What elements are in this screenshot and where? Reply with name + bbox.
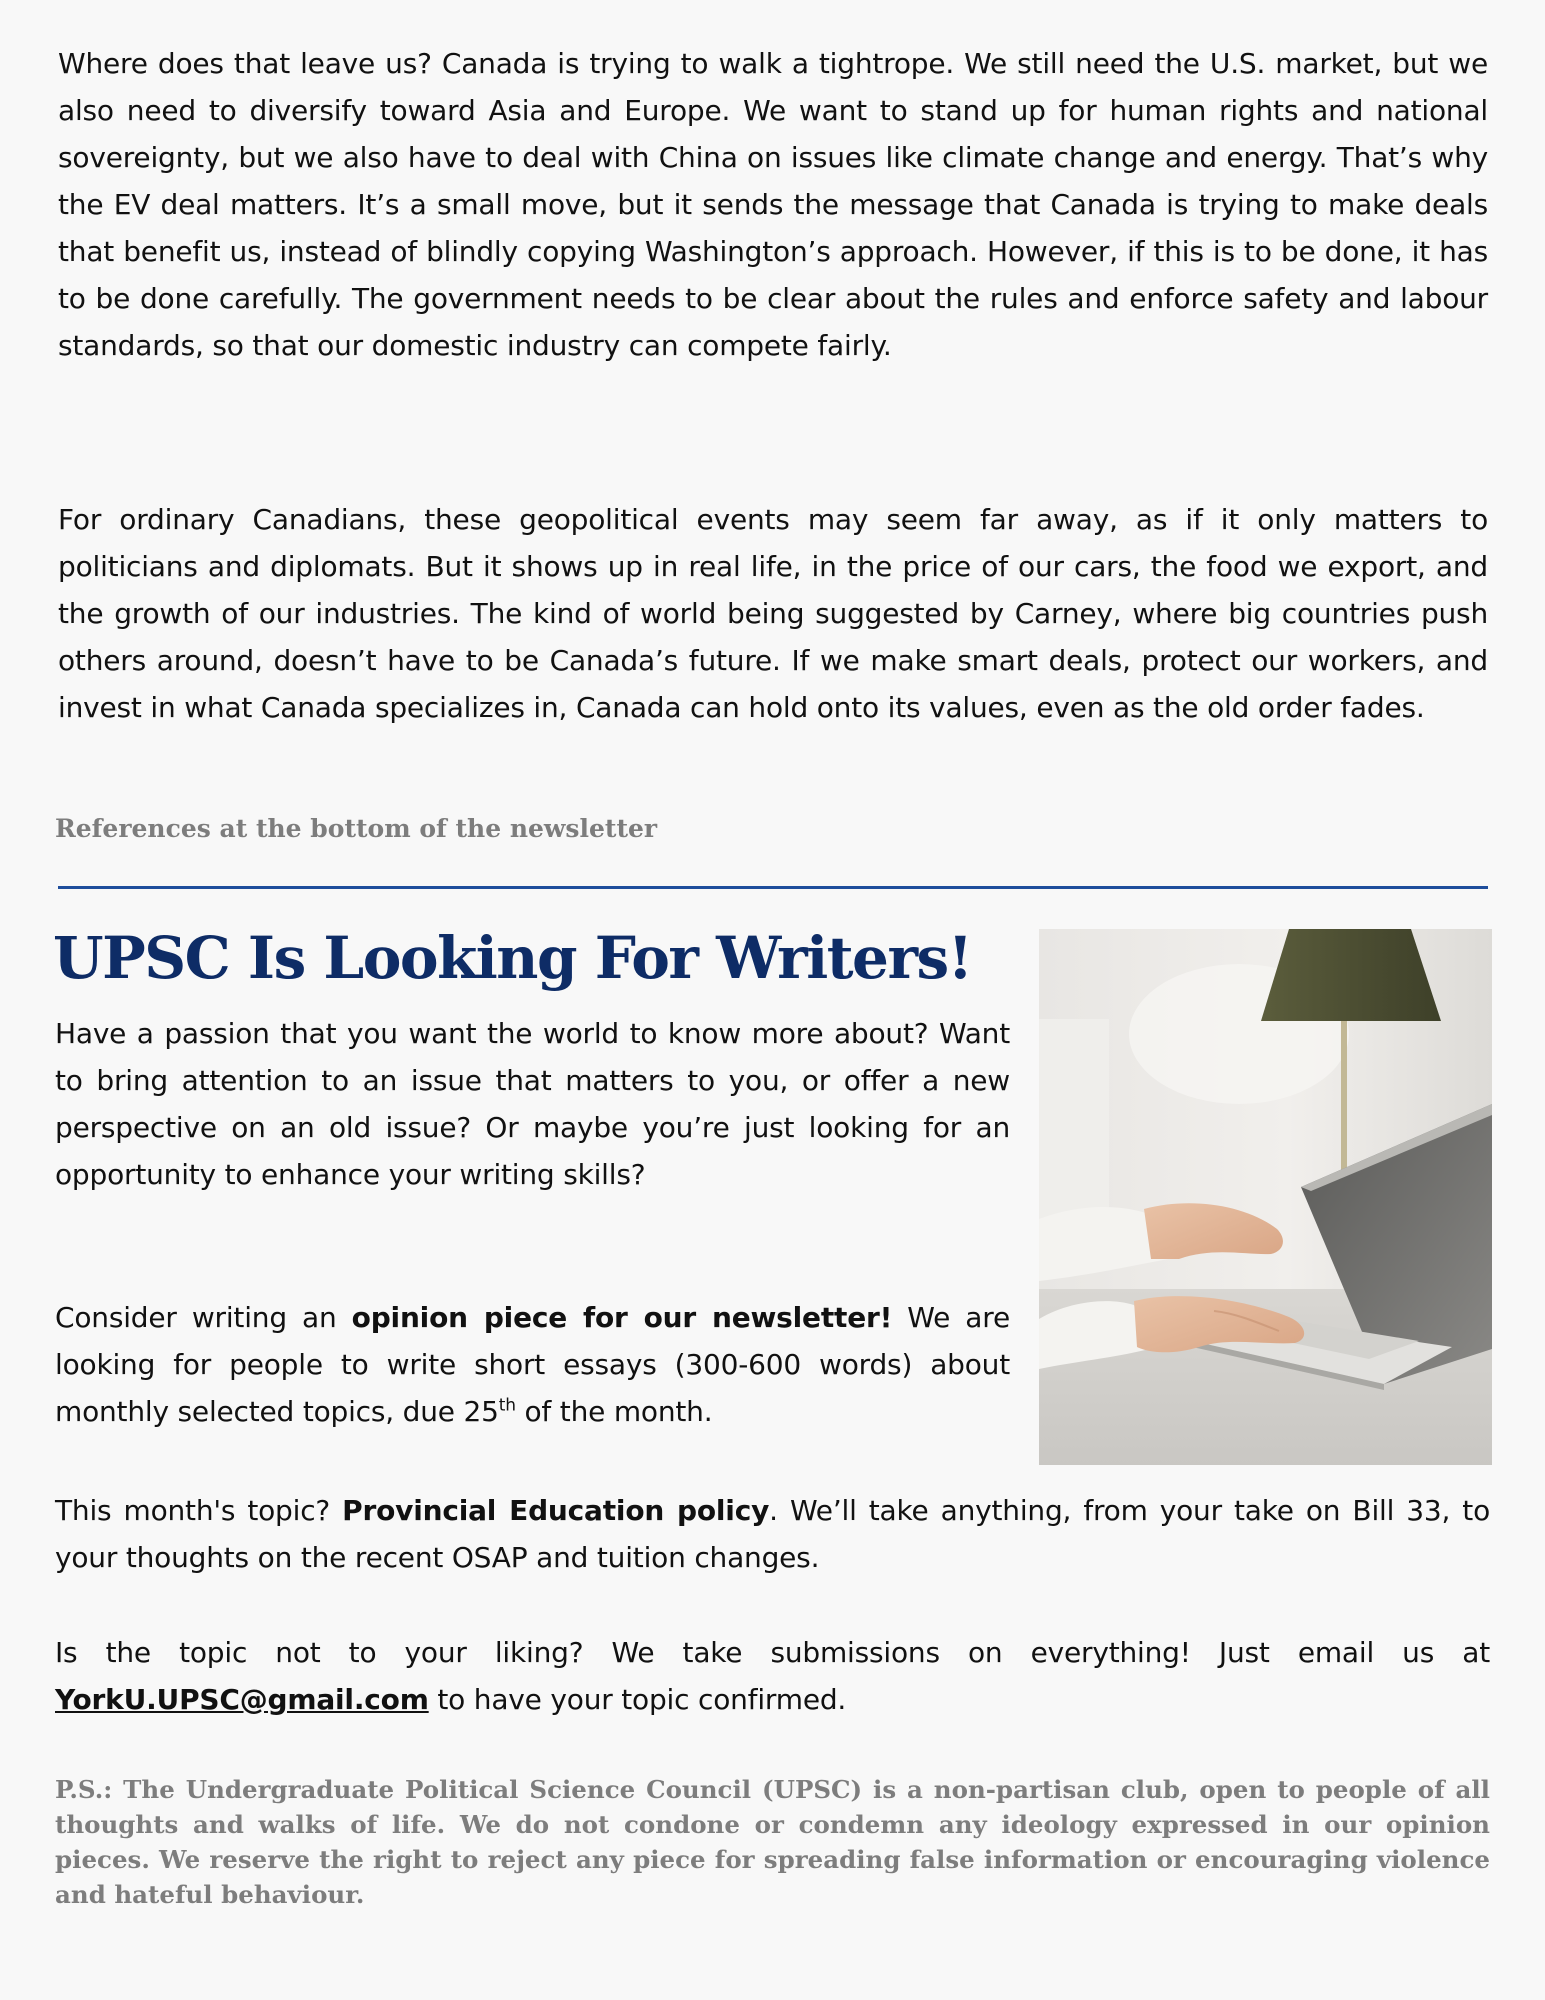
section-divider (58, 886, 1488, 889)
laptop-typing-photo (1039, 929, 1492, 1465)
opinion-prefix: Consider writing an (55, 1301, 352, 1334)
section-title: UPSC Is Looking For Writers! (53, 924, 972, 992)
article-paragraph-2: For ordinary Canadians, these geopolitical events may seem far away, as if it only matters to politicians and diplomats. But it shows up in real life, in the price of our cars, the food we export, and the growth of our industries. The kind of world being suggested by Carney, where big countries push others around, doesn’t have to be Canada’s future. If we make smart deals, protect our workers, and invest in what Canada specializes in, Canada can hold onto its values, even as the old order fades. (58, 503, 1488, 724)
opinion-suffix: We are looking for people to write short essays (300-600 words) about monthly selected topics, due 25 (55, 1301, 1010, 1428)
monthly-topic-highlight: Provincial Education policy (342, 1494, 770, 1527)
topic-suffix: . We’ll take anything, from your take on Bill 33, to your thoughts on the recent OSAP and tuition changes. (55, 1494, 1490, 1574)
article-paragraph-1: Where does that leave us? Canada is trying to walk a tightrope. We still need the U.S. market, but we also need to diversify toward Asia and Europe. We want to stand up for human rights and national sovereignty, but we also have to deal with China on issues like climate change and energy. That’s why the EV deal matters. It’s a small move, but it sends the message that Canada is trying to make deals that benefit us, instead of blindly copying Washington’s approach. However, if this is to be done, it has to be done carefully. The government needs to be clear about the rules and enforce safety and labour standards, so that our domestic industry can compete fairly. (58, 47, 1488, 362)
ps-disclaimer: P.S.: The Undergraduate Political Science Council (UPSC) is a non-partisan club, open to people of all thoughts and walks of life. We do not condone or condemn any ideology expressed in our opinion pieces. We reserve the right to reject any piece for spreading false information or encouraging violence and hateful behaviour. (55, 1775, 1490, 1909)
lamp-shade (1261, 929, 1441, 1021)
ordinal-suffix: th (498, 1395, 516, 1416)
monthly-topic-paragraph (55, 1487, 1490, 1581)
writers-intro-paragraph: Have a passion that you want the world to know more about? Want to bring attention to an issue that matters to you, or offer a new perspective on an old issue? Or maybe you’re just looking for an opportunity to enhance your writing skills? (55, 1017, 1010, 1191)
opinion-end: of the month. (515, 1395, 713, 1428)
topic-prefix: This month's topic? (55, 1494, 343, 1527)
opinion-piece-paragraph (55, 1294, 1010, 1435)
references-note: References at the bottom of the newsletter (55, 814, 658, 843)
submission-paragraph (55, 1629, 1490, 1723)
opinion-piece-highlight: opinion piece for our newsletter! (351, 1301, 893, 1334)
submit-prefix: Is the topic not to your liking? We take submissions on everything! Just email us at (55, 1636, 1490, 1669)
laptop-typing-illustration (1039, 929, 1492, 1465)
submit-suffix: to have your topic confirmed. (428, 1683, 847, 1716)
email-link[interactable]: YorkU.UPSC@gmail.com (55, 1683, 429, 1716)
